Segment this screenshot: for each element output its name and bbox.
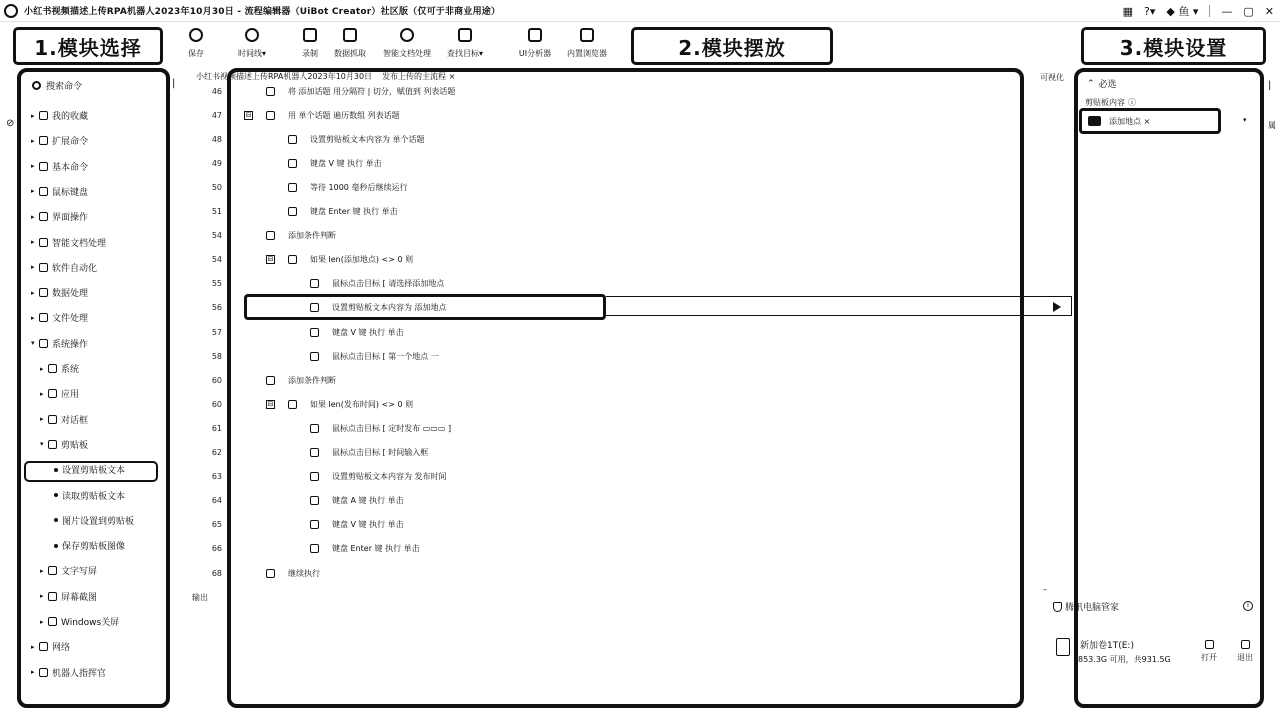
line-number: 49 <box>211 158 222 168</box>
code-line[interactable] <box>190 104 750 126</box>
window-controls <box>1123 3 1274 19</box>
data-scrape-icon <box>343 28 357 42</box>
tree-group-item[interactable] <box>31 185 88 198</box>
command-icon <box>310 496 319 505</box>
window-title: 小红书视频描述上传RPA机器人2023年10月30日 - 流程编辑器（UiBot Creator）社区版（仅可于非商业用途） <box>24 7 501 17</box>
command-icon <box>288 207 297 216</box>
tree-group-item[interactable] <box>31 640 70 653</box>
command-icon <box>310 279 319 288</box>
command-icon <box>310 352 319 361</box>
callout-module-settings: 3.模块设置 <box>1081 27 1266 65</box>
separator <box>1209 5 1210 17</box>
module-category-icon <box>39 162 48 171</box>
tree-group-item[interactable] <box>31 261 97 274</box>
chevron-right-icon: ▸ <box>31 136 35 145</box>
code-line[interactable] <box>190 538 750 560</box>
bullet-icon <box>54 544 58 548</box>
code-line[interactable] <box>190 369 750 391</box>
close-icon[interactable]: ✕ <box>1264 4 1274 18</box>
clipboard-content-value: 添加地点 × <box>1109 116 1151 126</box>
left-edge-glyph: ⊘ <box>6 118 15 129</box>
data-scrape-label: 数据抓取 <box>334 49 366 58</box>
command-text: 鼠标点击目标 [ 时间输入框 <box>332 448 429 457</box>
help-icon[interactable]: ?▾ <box>1144 4 1156 18</box>
chevron-right-icon: ▸ <box>31 288 35 297</box>
code-line[interactable] <box>190 417 750 439</box>
tree-item-label: 鼠标键盘 <box>52 187 89 198</box>
code-line[interactable] <box>190 201 750 223</box>
tree-item-label: 扩展命令 <box>52 137 89 148</box>
code-line[interactable] <box>190 466 750 488</box>
tree-group-item[interactable] <box>31 134 88 147</box>
command-icon <box>310 544 319 553</box>
line-number: 54 <box>211 231 222 241</box>
open-label: 打开 <box>1201 653 1217 662</box>
tree-item-label: 智能文档处理 <box>52 238 107 249</box>
line-number: 51 <box>211 207 222 216</box>
tree-group-item[interactable] <box>31 160 88 173</box>
search-input[interactable]: 搜索命令 <box>46 82 83 92</box>
module-category-icon <box>48 617 57 626</box>
fold-toggle-icon[interactable]: ⊟ <box>267 255 274 264</box>
command-text: 添加条件判断 <box>288 231 336 241</box>
module-category-icon <box>48 566 57 575</box>
command-text: 将 添加话题 用分隔符 | 切分，赋值到 列表话题 <box>288 86 456 96</box>
code-line[interactable] <box>190 514 750 536</box>
tree-group-item[interactable] <box>40 590 97 603</box>
user-menu[interactable]: ◆ 鱼 ▾ <box>1166 5 1199 18</box>
chevron-right-icon: ▸ <box>31 263 35 272</box>
tree-item-label: 系统操作 <box>52 339 89 350</box>
module-category-icon <box>39 668 48 677</box>
right-edge-tab[interactable]: 属 <box>1268 121 1276 130</box>
command-text: 设置剪贴板文本内容为 单个话题 <box>310 134 425 144</box>
record-icon <box>303 28 317 42</box>
open-icon <box>1205 640 1214 649</box>
selected-line-guide <box>606 296 1072 316</box>
builtin-browser-button[interactable] <box>557 28 617 59</box>
tree-item-label: 数据处理 <box>52 289 89 300</box>
chevron-right-icon: ▸ <box>31 212 35 221</box>
chevron-right-icon: ▸ <box>31 642 35 651</box>
line-number: 50 <box>211 182 222 192</box>
title-bar <box>0 0 1280 22</box>
required-section-label: 必选 <box>1098 80 1117 90</box>
open-drive-button[interactable] <box>1201 640 1217 663</box>
builtin-browser-label: 内置浏览器 <box>567 49 607 58</box>
tree-item-label: 界面操作 <box>52 213 89 224</box>
tree-group-item[interactable] <box>31 311 88 324</box>
command-icon <box>266 111 275 120</box>
pc-manager-title-text: 腾讯电脑管家 <box>1065 603 1120 613</box>
timeline-label: 时间线▾ <box>237 49 266 58</box>
tree-item-label: 应用 <box>61 390 80 401</box>
line-number: 66 <box>211 544 222 554</box>
line-number: 57 <box>211 327 222 337</box>
callout-module-place: 2.模块摆放 <box>631 27 833 65</box>
required-section[interactable] <box>1087 77 1117 90</box>
widget-dash: – <box>1043 585 1047 594</box>
command-text: 如果 len(添加地点) <> 0 则 <box>310 255 414 265</box>
tree-item-label: 系统 <box>61 365 80 375</box>
module-category-icon <box>39 642 48 651</box>
find-target-button[interactable] <box>435 28 495 59</box>
line-number: 63 <box>211 472 222 482</box>
module-category-icon <box>39 212 48 221</box>
module-category-icon <box>39 238 48 247</box>
selected-module-highlight <box>24 461 158 482</box>
command-text: 键盘 Enter 键 执行 单击 <box>310 207 398 216</box>
find-target-label: 查找目标▾ <box>446 49 483 58</box>
module-category-icon <box>39 288 48 297</box>
tree-group-item[interactable] <box>40 615 119 628</box>
ui-analyzer-label: UI分析器 <box>518 49 552 58</box>
code-line[interactable] <box>190 490 750 512</box>
command-text: 键盘 V 键 执行 单击 <box>332 520 404 530</box>
command-icon <box>288 183 297 192</box>
chevron-right-icon: ▸ <box>40 364 44 373</box>
line-number: 55 <box>211 279 222 289</box>
module-category-icon <box>39 136 48 145</box>
data-scrape-button[interactable] <box>320 28 380 59</box>
tree-leaf-item[interactable] <box>54 514 134 527</box>
module-category-icon <box>48 364 57 373</box>
tree-item-label: 文件处理 <box>52 314 89 325</box>
command-text: 继续执行 <box>288 568 320 578</box>
module-category-icon <box>48 440 57 449</box>
ai-doc-label: 智能文档处理 <box>383 49 431 58</box>
command-icon <box>266 376 275 385</box>
drive-size: 853.3G 可用，共931.5G <box>1078 655 1171 664</box>
callout-module-select: 1.模块选择 <box>13 27 163 65</box>
tree-item-label: 对话框 <box>61 415 89 426</box>
line-number: 47 <box>211 110 222 120</box>
command-text: 键盘 V 键 执行 单击 <box>332 327 404 337</box>
selected-line-highlight <box>244 294 606 320</box>
grid-icon[interactable]: ▦ <box>1122 4 1133 18</box>
command-icon <box>288 135 297 144</box>
tree-item-label: 文字写屏 <box>61 567 98 578</box>
line-number: 46 <box>211 86 222 96</box>
ui-analyzer-button[interactable] <box>505 28 565 59</box>
module-category-icon <box>39 111 48 120</box>
module-category-icon <box>48 415 57 424</box>
code-line[interactable] <box>190 321 750 343</box>
chevron-up-icon: ⌃ <box>1087 78 1095 89</box>
tree-leaf-item[interactable] <box>54 539 125 552</box>
collapse-panel-icon[interactable]: | <box>172 78 176 89</box>
chevron-right-icon: ▸ <box>40 617 44 626</box>
command-icon <box>310 328 319 337</box>
tab-main-flow[interactable]: 小红书视频描述上传RPA机器人2023年10月30日 <box>196 72 373 81</box>
timeline-button[interactable] <box>222 28 282 59</box>
save-label: 保存 <box>188 49 204 58</box>
module-category-icon <box>39 187 48 196</box>
maximize-icon[interactable]: ▢ <box>1243 4 1254 18</box>
chevron-down-icon[interactable]: ▾ <box>1243 116 1247 124</box>
tree-group-item[interactable] <box>40 362 79 375</box>
module-category-icon <box>39 263 48 272</box>
line-number: 48 <box>211 134 222 144</box>
chevron-right-icon: ▸ <box>31 238 35 246</box>
module-category-icon <box>39 339 48 348</box>
fold-toggle-icon[interactable]: ⊟ <box>267 399 274 408</box>
tree-item-label: 图片设置到剪贴板 <box>62 516 135 527</box>
right-edge-bar: | <box>1268 80 1272 91</box>
tree-item-label: 我的收藏 <box>52 112 89 122</box>
ui-analyzer-icon <box>528 28 542 42</box>
chevron-right-icon: ▸ <box>40 415 44 424</box>
command-text: 键盘 A 键 执行 单击 <box>332 496 404 506</box>
command-text: 鼠标点击目标 [ 请选择添加地点 <box>332 279 445 289</box>
line-number: 56 <box>211 303 222 313</box>
save-button[interactable] <box>166 28 226 59</box>
command-text: 设置剪贴板文本内容为 添加地点 <box>332 303 447 313</box>
command-icon <box>266 87 275 96</box>
bullet-icon <box>54 493 58 497</box>
eject-icon <box>1241 640 1250 649</box>
chevron-right-icon: ▸ <box>40 566 44 575</box>
chevron-right-icon: ▸ <box>31 668 35 677</box>
chevron-right-icon: ▸ <box>31 162 35 171</box>
target-icon <box>458 28 472 42</box>
command-icon <box>288 400 297 409</box>
drive-name: 新加卷1T(E:) <box>1080 641 1134 651</box>
chevron-right-icon: ▸ <box>31 111 35 120</box>
bullet-icon <box>54 518 58 522</box>
command-text: 用 单个话题 遍历数组 列表话题 <box>288 110 400 120</box>
command-search[interactable] <box>32 79 82 92</box>
tree-item-label: 剪贴板 <box>61 440 89 451</box>
tree-item-label: 读取剪贴板文本 <box>62 491 126 502</box>
line-number: 68 <box>211 568 222 578</box>
eject-drive-button[interactable] <box>1237 640 1253 663</box>
code-line[interactable] <box>190 442 750 464</box>
code-line[interactable] <box>190 345 750 367</box>
line-number: 54 <box>211 255 222 265</box>
tree-item-label: 设置剪贴板文本 <box>62 466 126 477</box>
minimize-icon[interactable]: — <box>1221 4 1233 18</box>
tree-group-item[interactable] <box>40 438 88 451</box>
pc-manager-title <box>1053 600 1119 613</box>
chevron-right-icon: ▸ <box>40 592 44 601</box>
pc-manager-info-icon[interactable]: i <box>1243 601 1253 611</box>
property-label <box>1085 97 1136 108</box>
command-text: 如果 len(发布时间) <> 0 则 <box>310 399 414 409</box>
save-icon <box>189 28 203 42</box>
tree-item-label: 屏幕截图 <box>61 592 98 603</box>
line-number: 65 <box>211 520 222 530</box>
eject-label: 退出 <box>1237 653 1253 662</box>
drive-icon <box>1056 638 1070 656</box>
chevron-right-icon: ▸ <box>31 313 35 322</box>
line-number: 61 <box>211 423 222 433</box>
output-tab[interactable]: 输出 <box>192 593 208 602</box>
line-number: 60 <box>211 375 222 385</box>
code-line[interactable] <box>190 393 750 415</box>
code-line[interactable] <box>190 562 750 584</box>
command-text: 鼠标点击目标 [ 定时发布 ▭▭▭ ] <box>332 423 452 433</box>
code-line[interactable] <box>190 249 750 271</box>
chevron-down-icon: ▾ <box>40 440 44 449</box>
module-category-icon <box>48 389 57 398</box>
visual-view-toggle[interactable]: 可视化 <box>1040 73 1064 82</box>
code-line[interactable] <box>190 273 750 295</box>
command-icon <box>310 520 319 529</box>
tree-group-item[interactable] <box>31 210 88 223</box>
variable-icon <box>1088 116 1101 126</box>
tree-group-item[interactable] <box>31 337 88 350</box>
command-text: 键盘 Enter 键 执行 单击 <box>332 544 420 554</box>
tree-item-label: Windows关屏 <box>61 618 120 628</box>
chevron-right-icon: ▸ <box>40 389 44 398</box>
command-icon <box>288 159 297 168</box>
chevron-right-icon: ▸ <box>31 187 35 196</box>
command-text: 鼠标点击目标 [ 第一个地点 一 <box>332 351 439 361</box>
command-text: 等待 1000 毫秒后继续运行 <box>310 182 408 192</box>
tree-group-item[interactable] <box>31 666 106 679</box>
tree-item-label: 基本命令 <box>52 162 89 173</box>
property-label-text: 剪贴板内容 <box>1085 98 1125 107</box>
line-number: 60 <box>211 399 222 409</box>
command-icon <box>266 231 275 240</box>
command-text: 添加条件判断 <box>288 375 336 385</box>
module-category-icon <box>48 592 57 601</box>
command-icon <box>310 424 319 433</box>
command-icon <box>266 569 275 578</box>
search-icon <box>32 81 41 90</box>
code-line[interactable] <box>190 80 750 102</box>
info-icon: ⓘ <box>1128 98 1136 107</box>
record-label: 录制 <box>302 49 318 58</box>
line-number: 58 <box>211 351 222 361</box>
tree-group-item[interactable] <box>40 564 97 577</box>
app-logo-icon <box>4 4 18 18</box>
run-line-icon[interactable] <box>1053 302 1061 312</box>
command-icon <box>310 472 319 481</box>
tree-group-item[interactable] <box>40 413 88 426</box>
command-icon <box>310 448 319 457</box>
chevron-down-icon: ▾ <box>31 339 35 348</box>
shield-icon <box>1053 602 1062 612</box>
user-name: 鱼 <box>1178 5 1190 18</box>
code-line[interactable] <box>190 152 750 174</box>
module-category-icon <box>39 313 48 322</box>
code-line[interactable] <box>190 128 750 150</box>
tree-group-item[interactable] <box>31 109 88 122</box>
browser-icon <box>580 28 594 42</box>
tree-item-label: 机器人指挥官 <box>52 668 107 679</box>
command-text: 设置剪贴板文本内容为 发布时间 <box>332 472 447 482</box>
code-line[interactable] <box>190 176 750 198</box>
line-number: 64 <box>211 496 222 506</box>
command-icon <box>288 255 297 264</box>
tree-item-label: 网络 <box>52 643 71 654</box>
clipboard-content-field[interactable] <box>1079 108 1221 134</box>
code-line[interactable] <box>190 225 750 247</box>
tree-leaf-item[interactable] <box>54 489 125 502</box>
tree-item-label: 软件自动化 <box>52 263 98 274</box>
command-text: 键盘 V 键 执行 单击 <box>310 158 382 168</box>
clock-icon <box>245 28 259 42</box>
ai-doc-button[interactable] <box>377 28 437 59</box>
tree-group-item[interactable] <box>40 387 79 400</box>
tree-group-item[interactable] <box>31 236 106 249</box>
tree-group-item[interactable] <box>31 286 88 299</box>
ai-doc-icon <box>400 28 414 42</box>
fold-toggle-icon[interactable]: ⊟ <box>245 110 252 119</box>
tab-upload-flow[interactable]: 发布上传的主流程 × <box>382 72 456 81</box>
line-number: 62 <box>211 448 222 457</box>
tree-item-label: 保存剪贴板图像 <box>62 542 126 553</box>
